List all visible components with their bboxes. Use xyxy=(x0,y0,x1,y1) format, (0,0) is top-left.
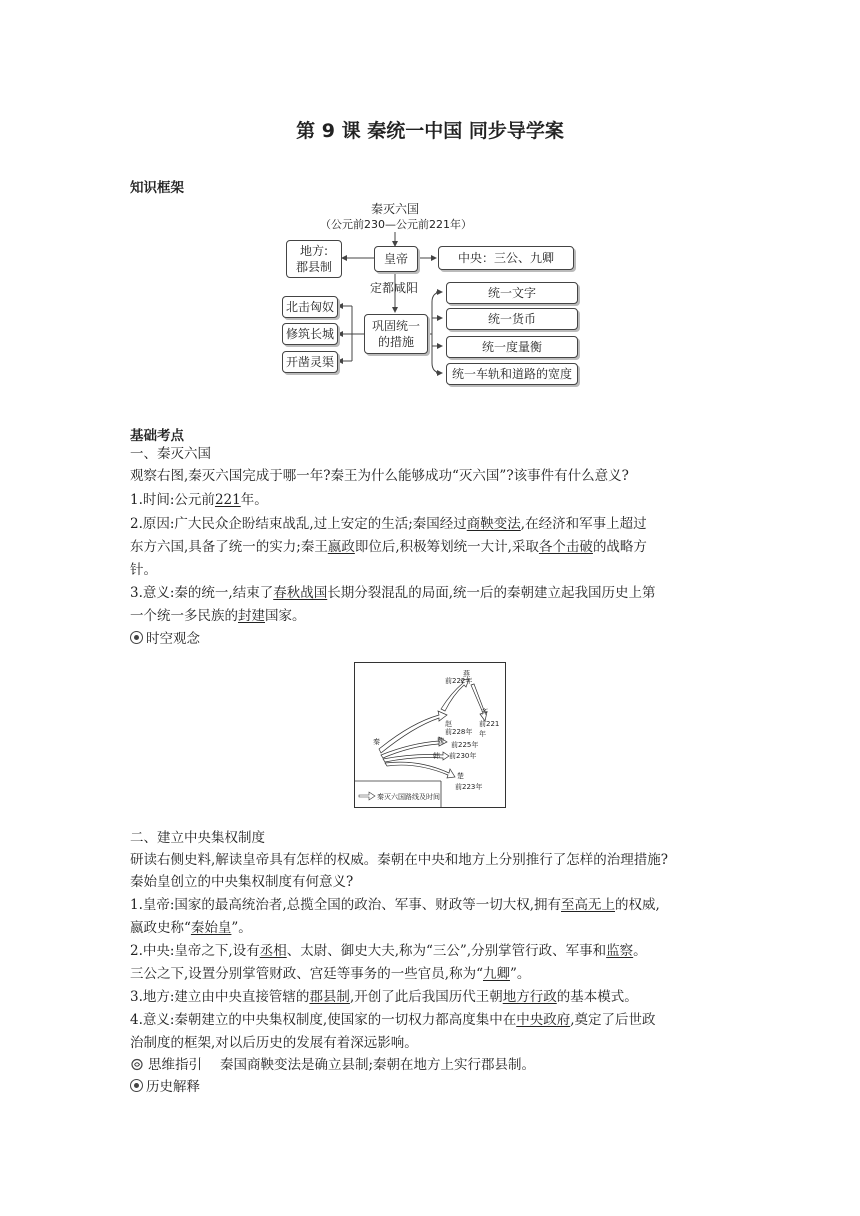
box-measures-line2: 的措施 xyxy=(377,335,414,349)
box-unify-currency: 统一货币 xyxy=(446,308,578,330)
answer-221: 221 xyxy=(214,492,241,508)
target-icon xyxy=(130,631,143,644)
target-icon xyxy=(130,1079,143,1092)
text: ,在经济和军事上超过 xyxy=(520,516,647,532)
text: 一个统一多民族的 xyxy=(130,608,238,624)
s1-question: 观察右图,秦灭六国完成于哪一年?秦王为什么能够成功“灭六国”?该事件有什么意义? xyxy=(130,468,629,484)
s1-reason-line2 xyxy=(130,537,730,557)
text: 3.意义:秦的统一,结束了 xyxy=(130,585,274,601)
box-unify-roads: 统一车轨和道路的宽度 xyxy=(446,363,578,385)
box-emperor: 皇帝 xyxy=(374,246,418,272)
s2-tag xyxy=(130,1077,730,1097)
s2-meaning-line2: 治制度的框架,对以后历史的发展有着深远影响。 xyxy=(130,1035,418,1051)
s1-heading: 一、秦灭六国 xyxy=(130,446,211,462)
page-title: 第 9 课 秦统一中国 同步导学案 xyxy=(296,120,564,142)
text: 长期分裂混乱的局面,统一后的秦朝建立起我国历史上第 xyxy=(327,585,656,601)
s2-central-line2 xyxy=(130,964,730,984)
answer-qin-shi-huang: 秦始皇 xyxy=(190,920,232,936)
text: 2.原因:广大民众企盼结束战乱,过上安定的生活;秦国经过 xyxy=(130,516,467,532)
text: 1.时间:公元前 xyxy=(130,492,215,508)
text: 的战略方 xyxy=(592,539,647,555)
answer-central-government: 中央政府 xyxy=(516,1012,571,1028)
text: ,开创了此后我国历代王朝 xyxy=(349,989,503,1005)
text: 。 xyxy=(633,943,647,959)
s2-local-line xyxy=(130,987,730,1007)
text: 年。 xyxy=(240,492,268,508)
answer-supreme: 至高无上 xyxy=(561,897,616,913)
map-figure xyxy=(354,662,506,808)
s1-meaning-line2 xyxy=(130,606,730,626)
box-central: 中央：三公、九卿 xyxy=(438,246,574,270)
answer-chancellor: 丞相 xyxy=(259,943,287,959)
map-state-yan: 燕 xyxy=(463,670,470,678)
map-legend: 秦灭六国路线及时间 xyxy=(377,793,440,801)
map-state-han: 韩 xyxy=(433,752,440,760)
framework-heading: 知识框架 xyxy=(130,180,184,196)
text: 3.地方:建立由中央直接管辖的 xyxy=(130,989,310,1005)
diagram-top-label: 秦灭六国 xyxy=(370,202,419,216)
s2-hint xyxy=(130,1055,730,1075)
answer-spring-autumn: 春秋战国 xyxy=(273,585,328,601)
box-local-line2: 郡县制 xyxy=(295,260,332,274)
map-year-230: 前230年 xyxy=(449,752,477,760)
text: 的权威, xyxy=(615,897,660,913)
map-year-221: 前221年 xyxy=(479,720,500,738)
box-lingqu-canal: 开凿灵渠 xyxy=(282,351,338,373)
s2-central-line1 xyxy=(130,941,730,961)
text: ”。 xyxy=(231,920,252,936)
answer-ying-zheng: 嬴政 xyxy=(327,539,355,555)
answer-supervision: 监察 xyxy=(606,943,634,959)
map-state-qi: 齐 xyxy=(481,708,488,716)
box-unify-measures: 统一度量衡 xyxy=(446,336,578,358)
box-measures-line1: 巩固统一 xyxy=(371,319,420,333)
text: 即位后,积极筹划统一大计,采取 xyxy=(354,539,539,555)
box-north-xiongnu: 北击匈奴 xyxy=(282,296,338,318)
tag-label: 历史解释 xyxy=(146,1079,200,1095)
s2-question-line2: 秦始皇创立的中央集权制度有何意义? xyxy=(130,874,354,890)
text: 2.中央:皇帝之下,设有 xyxy=(130,943,260,959)
map-year-223: 前223年 xyxy=(455,783,483,791)
answer-nine-ministers: 九卿 xyxy=(482,966,510,982)
s1-time xyxy=(130,490,730,510)
answer-local-admin: 地方行政 xyxy=(502,989,557,1005)
diagram-top-dates: （公元前230—公元前221年） xyxy=(320,218,472,231)
hint-label: 思维指引 xyxy=(148,1057,202,1073)
text: 、太尉、御史大夫,称为“三公”,分别掌管行政、军事和 xyxy=(286,943,607,959)
map-year-225: 前225年 xyxy=(451,741,479,749)
text: 嬴政史称“ xyxy=(130,920,191,936)
s1-reason-line1 xyxy=(130,514,730,534)
thinking-icon xyxy=(130,1058,144,1071)
text: 三公之下,设置分别掌管财政、宫廷等事务的一些官员,称为“ xyxy=(130,966,483,982)
text: 的基本模式。 xyxy=(556,989,638,1005)
map-state-qin: 秦 xyxy=(373,738,380,746)
box-local xyxy=(286,240,342,278)
box-measures xyxy=(364,314,428,354)
text: 1.皇帝:国家的最高统治者,总揽全国的政治、军事、财政等一切大权,拥有 xyxy=(130,897,562,913)
map-state-zhao: 赵 xyxy=(445,720,452,728)
box-great-wall: 修筑长城 xyxy=(282,323,338,345)
s2-question-line1: 研读右侧史料,解读皇帝具有怎样的权威。秦朝在中央和地方上分别推行了怎样的治理措施? xyxy=(130,852,669,868)
answer-shang-yang-reform: 商鞅变法 xyxy=(466,516,521,532)
map-state-chu: 楚 xyxy=(457,772,464,780)
map-state-wei: 魏 xyxy=(437,737,444,745)
basics-heading: 基础考点 xyxy=(130,428,184,444)
answer-defeat-separately: 各个击破 xyxy=(538,539,593,555)
diagram-connectors xyxy=(0,0,860,400)
answer-commandery-county: 郡县制 xyxy=(309,989,350,1005)
s1-meaning-line1 xyxy=(130,583,730,603)
s2-heading: 二、建立中央集权制度 xyxy=(130,830,265,846)
box-local-line1: 地方: xyxy=(299,244,329,258)
hint-text: 秦国商鞅变法是确立县制;秦朝在地方上实行郡县制。 xyxy=(220,1057,536,1073)
text: 4.意义:秦朝建立的中央集权制度,使国家的一切权力都高度集中在 xyxy=(130,1012,517,1028)
framework-diagram xyxy=(0,0,860,400)
answer-feudal: 封建 xyxy=(238,608,265,624)
s2-emperor-line2 xyxy=(130,918,730,938)
text: ,奠定了后世政 xyxy=(570,1012,656,1028)
map-year-222: 前222年 xyxy=(445,677,473,685)
tag-label: 时空观念 xyxy=(146,631,200,647)
map-year-228: 前228年 xyxy=(445,728,473,736)
text: 国家。 xyxy=(265,608,306,624)
box-unify-script: 统一文字 xyxy=(446,282,578,304)
s2-meaning-line1 xyxy=(130,1010,730,1030)
text: ”。 xyxy=(509,966,531,982)
s1-reason-line3: 针。 xyxy=(130,562,157,578)
text: 东方六国,具备了统一的实力;秦王 xyxy=(130,539,328,555)
diagram-capital-label: 定都咸阳 xyxy=(370,281,419,295)
s2-emperor-line1 xyxy=(130,895,730,915)
s1-tag xyxy=(130,629,730,649)
